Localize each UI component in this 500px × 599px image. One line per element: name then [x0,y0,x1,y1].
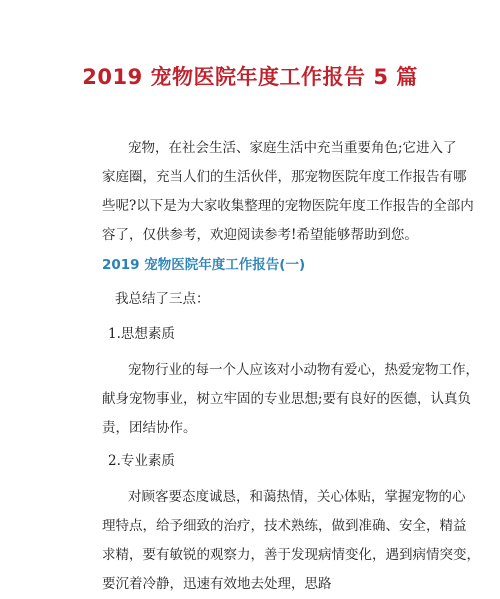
intro-line-3: 些呢?以下是为大家收集整理的宠物医院年度工作报告的全部内 [102,198,474,214]
point1-line-3: 责，团结协作。 [102,420,197,436]
point1-line-1: 宠物行业的每一个人应该对小动物有爱心，热爱宠物工作， [128,362,479,378]
document-title: 2019 宠物医院年度工作报告 5 篇 [82,65,418,89]
intro-line-4: 容了，仅供参考，欢迎阅读参考!希望能够帮助到您。 [102,227,418,243]
intro-line-1: 宠物，在社会生活、家庭生活中充当重要角色;它进入了 [128,140,457,156]
point2-line-1: 对顾客要态度诚恳，和蔼热情，关心体贴，掌握宠物的心 [128,489,466,505]
intro-line-2: 家庭圈，充当人们的生活伙伴，那宠物医院年度工作报告有哪 [102,169,467,185]
point2-line-3: 求精，要有敏锐的观察力，善于发现病情变化，遇到病情突变， [102,547,480,563]
point2-line-2: 理特点，给予细致的治疗，技术熟练，做到准确、安全，精益 [102,518,467,534]
point2-line-4: 要沉着冷静，迅速有效地去处理，思路 [102,576,332,592]
summary-line: 我总结了三点： [115,291,210,307]
section-heading: 2019 宠物医院年度工作报告(一) [102,257,306,273]
point1-heading: 1.思想素质 [108,326,175,342]
point1-line-2: 献身宠物事业，树立牢固的专业思想;要有良好的医德，认真负 [102,391,472,407]
point2-heading: 2.专业素质 [108,453,175,469]
